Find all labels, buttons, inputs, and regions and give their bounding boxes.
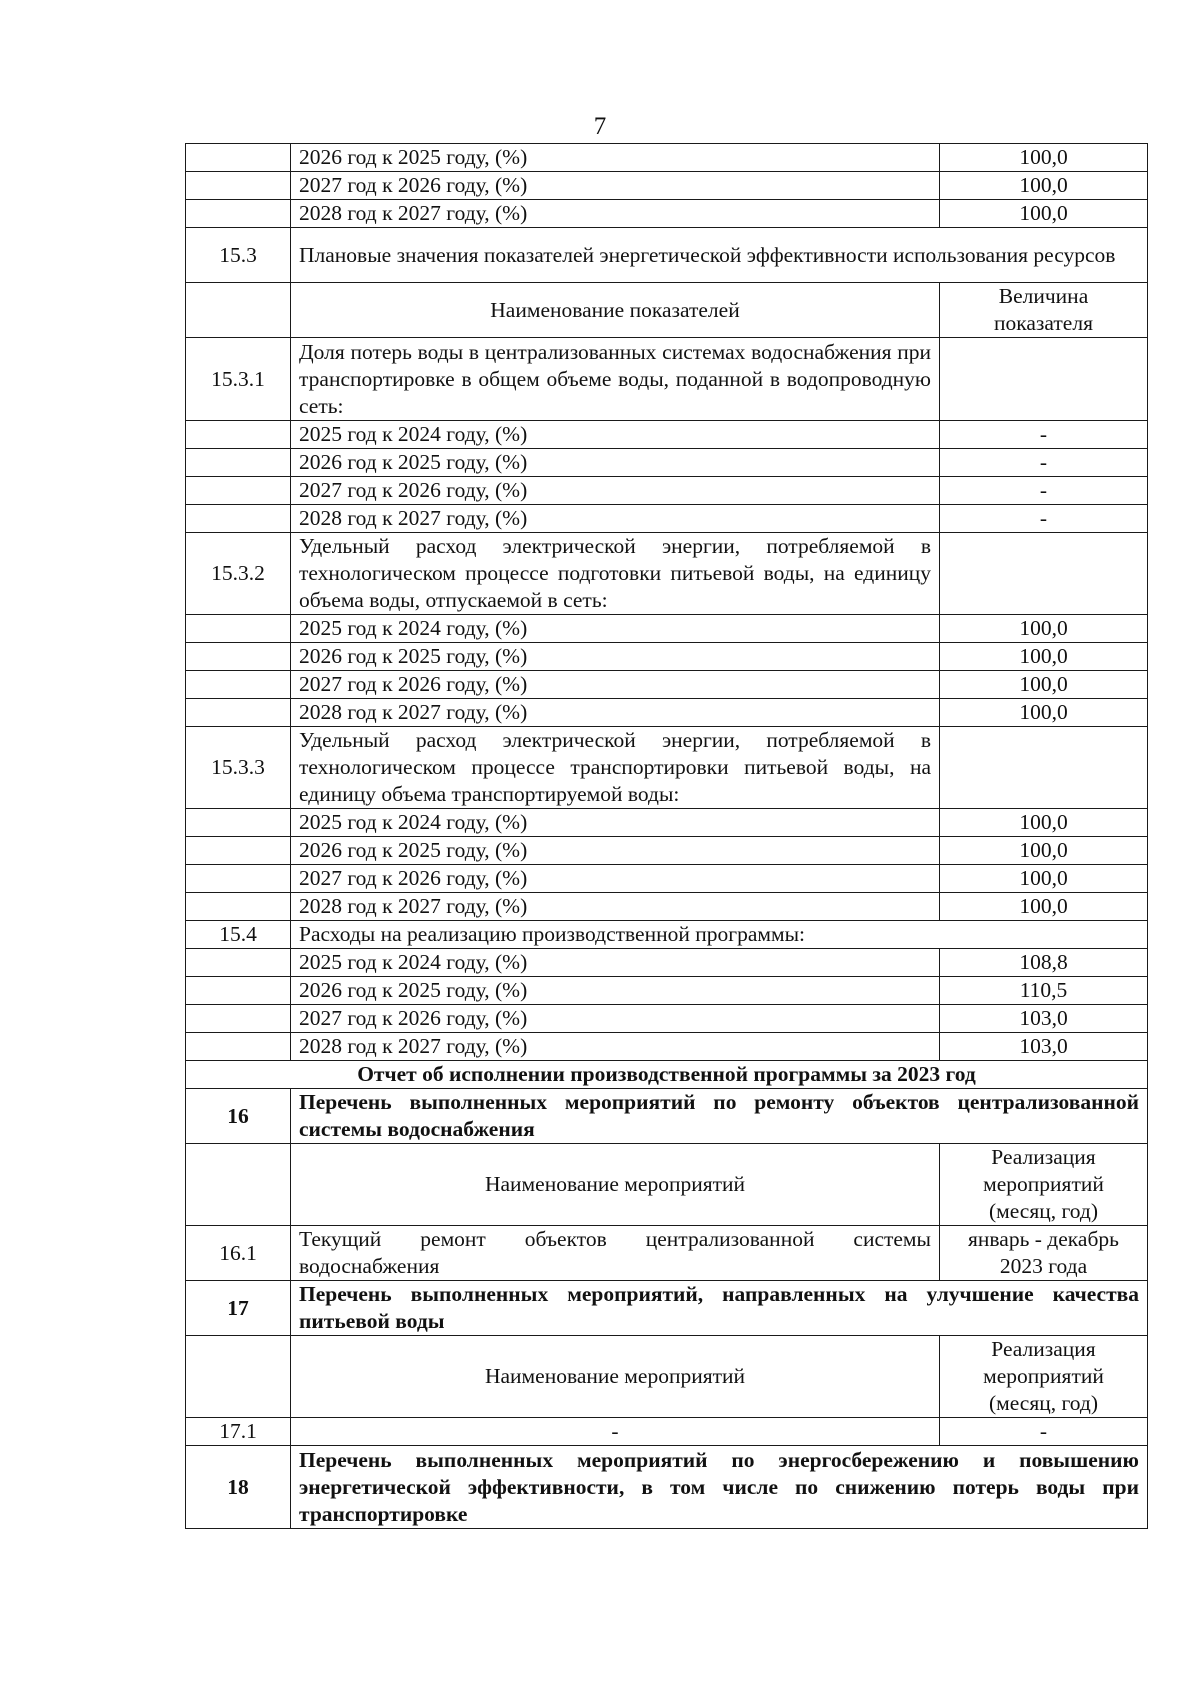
section-row [186,1089,1148,1144]
section-title: Удельный расход электрической энергии, потребляемой в технологическом процессе подготовки питьевой воды, на единицу объема воды, отпускаемой в сеть: [291,533,940,615]
indicator-value: 100,0 [940,893,1148,921]
table-row [186,837,1148,865]
section-row [186,727,1148,809]
indicator-value: 100,0 [940,865,1148,893]
table-row [186,977,1148,1005]
table-row [186,144,1148,172]
section-title: Удельный расход электрической энергии, потребляемой в технологическом процессе транспортировки питьевой воды, на единицу объема транспортируемой воды: [291,727,940,809]
indicator-name: 2028 год к 2027 году, (%) [291,699,940,727]
indicator-name: 2027 год к 2026 году, (%) [291,172,940,200]
indicator-value: 100,0 [940,615,1148,643]
section-row [186,338,1148,421]
section-title: Плановые значения показателей энергетической эффективности использования ресурсов [291,228,1148,283]
row-number [186,893,291,921]
section-title: Перечень выполненных мероприятий по ремонту объектов централизованной системы водоснабжения [291,1089,1148,1144]
indicator-name: 2025 год к 2024 году, (%) [291,949,940,977]
section-value-empty [940,533,1148,615]
row-number [186,643,291,671]
measure-period: январь - декабрь 2023 года [940,1226,1148,1281]
row-number [186,837,291,865]
table-row [186,200,1148,228]
table-row [186,1226,1148,1281]
row-number [186,699,291,727]
section-number: 15.3.3 [186,727,291,809]
header-row [186,1144,1148,1226]
indicator-name: 2026 год к 2025 году, (%) [291,643,940,671]
table-row [186,699,1148,727]
header-empty-cell [186,283,291,338]
section-number: 15.3.1 [186,338,291,421]
row-number [186,1033,291,1061]
indicator-value: 110,5 [940,977,1148,1005]
indicator-name: 2028 год к 2027 году, (%) [291,505,940,533]
indicator-value: 103,0 [940,1033,1148,1061]
indicator-name: 2026 год к 2025 году, (%) [291,144,940,172]
table-row [186,505,1148,533]
indicator-value: - [940,477,1148,505]
row-number [186,505,291,533]
row-number: 16.1 [186,1226,291,1281]
row-number [186,449,291,477]
measure-name: Текущий ремонт объектов централизованной системы водоснабжения [291,1226,940,1281]
header-value: Величина показателя [940,283,1148,338]
indicator-value: 100,0 [940,699,1148,727]
row-number [186,809,291,837]
section-title: Перечень выполненных мероприятий по энергосбережению и повышению энергетической эффективности, в том числе по снижению потерь воды при транспортировке [291,1446,1148,1529]
section-number: 17 [186,1281,291,1336]
measure-name: - [291,1418,940,1446]
table-row [186,172,1148,200]
measure-period: - [940,1418,1148,1446]
table-row [186,1005,1148,1033]
row-number [186,477,291,505]
header-row [186,1336,1148,1418]
indicator-name: 2028 год к 2027 году, (%) [291,200,940,228]
section-number: 15.3 [186,228,291,283]
row-number [186,172,291,200]
section-title: Доля потерь воды в централизованных системах водоснабжения при транспортировке в общем объеме воды, поданной в водопроводную сеть: [291,338,940,421]
table-row [186,643,1148,671]
table-row [186,421,1148,449]
indicator-value: 100,0 [940,671,1148,699]
section-value-empty [940,338,1148,421]
row-number: 17.1 [186,1418,291,1446]
table-row [186,1033,1148,1061]
section-row [186,228,1148,283]
indicator-value: 100,0 [940,809,1148,837]
section-number: 15.4 [186,921,291,949]
table-row [186,809,1148,837]
indicator-name: 2025 год к 2024 году, (%) [291,421,940,449]
indicator-name: 2025 год к 2024 году, (%) [291,615,940,643]
indicator-value: 100,0 [940,200,1148,228]
table-row [186,477,1148,505]
indicator-value: 108,8 [940,949,1148,977]
section-number: 18 [186,1446,291,1529]
table-row [186,1418,1148,1446]
section-number: 16 [186,1089,291,1144]
row-number [186,144,291,172]
report-heading: Отчет об исполнении производственной программы за 2023 год [186,1061,1148,1089]
header-empty-cell [186,1144,291,1226]
indicator-name: 2025 год к 2024 году, (%) [291,809,940,837]
indicator-name: 2027 год к 2026 году, (%) [291,477,940,505]
row-number [186,977,291,1005]
header-name: Наименование мероприятий [291,1336,940,1418]
section-row [186,921,1148,949]
indicator-name: 2027 год к 2026 году, (%) [291,671,940,699]
section-number: 15.3.2 [186,533,291,615]
table-row [186,865,1148,893]
row-number [186,421,291,449]
row-number [186,615,291,643]
table-row [186,449,1148,477]
section-title: Перечень выполненных мероприятий, направленных на улучшение качества питьевой воды [291,1281,1148,1336]
indicator-value: 100,0 [940,837,1148,865]
table-row [186,893,1148,921]
indicator-name: 2026 год к 2025 году, (%) [291,837,940,865]
header-value: Реализация мероприятий (месяц, год) [940,1144,1148,1226]
section-row [186,1281,1148,1336]
header-name: Наименование показателей [291,283,940,338]
indicator-name: 2028 год к 2027 году, (%) [291,893,940,921]
header-row [186,283,1148,338]
indicator-value: 100,0 [940,643,1148,671]
page-number: 7 [593,113,607,140]
indicator-value: 100,0 [940,172,1148,200]
indicator-value: 103,0 [940,1005,1148,1033]
row-number [186,949,291,977]
production-program-table [185,143,1148,1529]
row-number [186,1005,291,1033]
indicator-name: 2027 год к 2026 году, (%) [291,865,940,893]
indicator-name: 2027 год к 2026 году, (%) [291,1005,940,1033]
table-row [186,671,1148,699]
indicator-name: 2026 год к 2025 году, (%) [291,977,940,1005]
row-number [186,865,291,893]
indicator-value: 100,0 [940,144,1148,172]
header-name: Наименование мероприятий [291,1144,940,1226]
header-empty-cell [186,1336,291,1418]
indicator-name: 2028 год к 2027 году, (%) [291,1033,940,1061]
indicator-name: 2026 год к 2025 году, (%) [291,449,940,477]
report-heading-row [186,1061,1148,1089]
section-title: Расходы на реализацию производственной программы: [291,921,1148,949]
indicator-value: - [940,505,1148,533]
table-row [186,615,1148,643]
row-number [186,671,291,699]
indicator-value: - [940,421,1148,449]
indicator-value: - [940,449,1148,477]
section-row [186,1446,1148,1529]
header-value: Реализация мероприятий (месяц, год) [940,1336,1148,1418]
section-value-empty [940,727,1148,809]
row-number [186,200,291,228]
table-row [186,949,1148,977]
section-row [186,533,1148,615]
